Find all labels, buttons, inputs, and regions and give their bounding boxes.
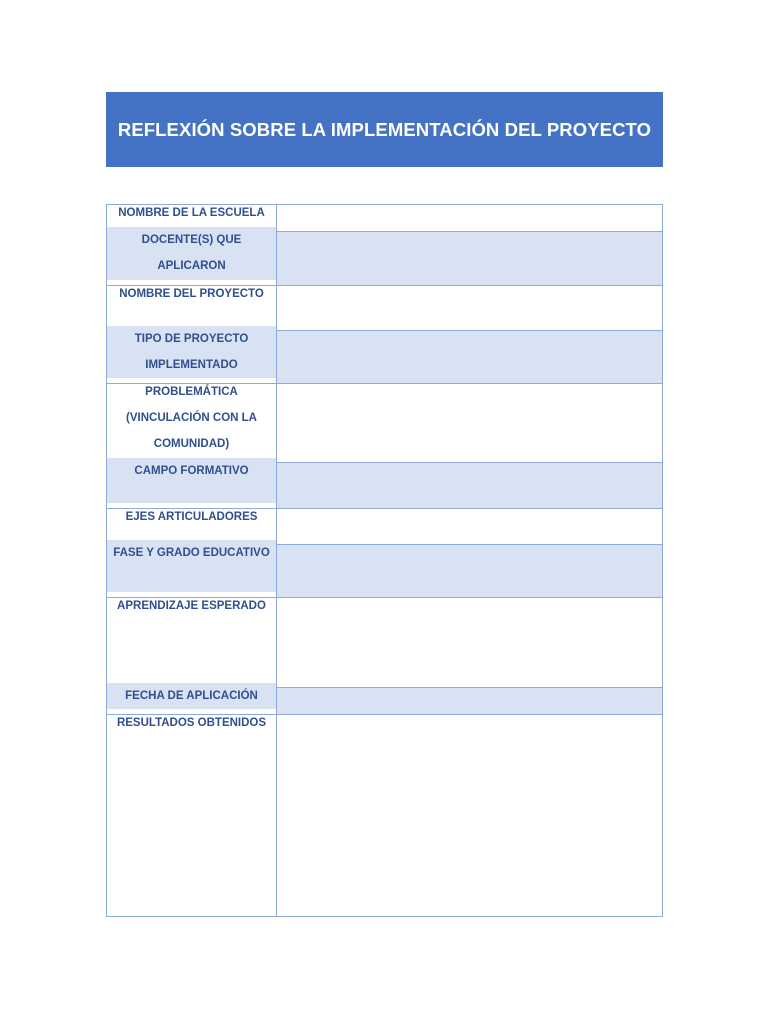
results-field[interactable]: [277, 715, 663, 917]
form-row-formative-field: [107, 463, 663, 509]
axes-field[interactable]: [277, 509, 663, 545]
project-name-field[interactable]: [277, 286, 663, 331]
project-reflection-form: [106, 204, 663, 917]
expected-learning-field[interactable]: [277, 598, 663, 688]
application-date-label: FECHA DE APLICACIÓN: [107, 683, 277, 710]
form-row-results: [107, 715, 663, 917]
title-banner: [106, 92, 663, 167]
problem-label: PROBLEMÁTICA (VINCULACIÓN CON LA COMUNIDAD): [107, 379, 277, 458]
teachers-label: DOCENTE(S) QUE APLICARON: [107, 227, 277, 281]
project-type-label: TIPO DE PROYECTO IMPLEMENTADO: [107, 326, 277, 379]
formative-field-field[interactable]: [277, 463, 663, 509]
expected-learning-label: APRENDIZAJE ESPERADO: [107, 593, 277, 683]
form-row-problem: [107, 384, 663, 463]
form-row-phase-grade: [107, 545, 663, 598]
axes-label: EJES ARTICULADORES: [107, 504, 277, 540]
results-label: RESULTADOS OBTENIDOS: [107, 710, 277, 912]
phase-grade-label: FASE Y GRADO EDUCATIVO: [107, 540, 277, 593]
form-row-expected-learning: [107, 598, 663, 688]
form-row-teachers: [107, 232, 663, 286]
phase-grade-field[interactable]: [277, 545, 663, 598]
project-name-label: NOMBRE DEL PROYECTO: [107, 281, 277, 326]
formative-field-label: CAMPO FORMATIVO: [107, 458, 277, 504]
form-row-project-type: [107, 331, 663, 384]
project-type-field[interactable]: [277, 331, 663, 384]
school-name-field[interactable]: [277, 205, 663, 232]
school-name-label: NOMBRE DE LA ESCUELA: [107, 200, 277, 227]
application-date-field[interactable]: [277, 688, 663, 715]
form-row-project-name: [107, 286, 663, 331]
problem-field[interactable]: [277, 384, 663, 463]
document-title: REFLEXIÓN SOBRE LA IMPLEMENTACIÓN DEL PROYECTO: [117, 118, 652, 140]
teachers-field[interactable]: [277, 232, 663, 286]
